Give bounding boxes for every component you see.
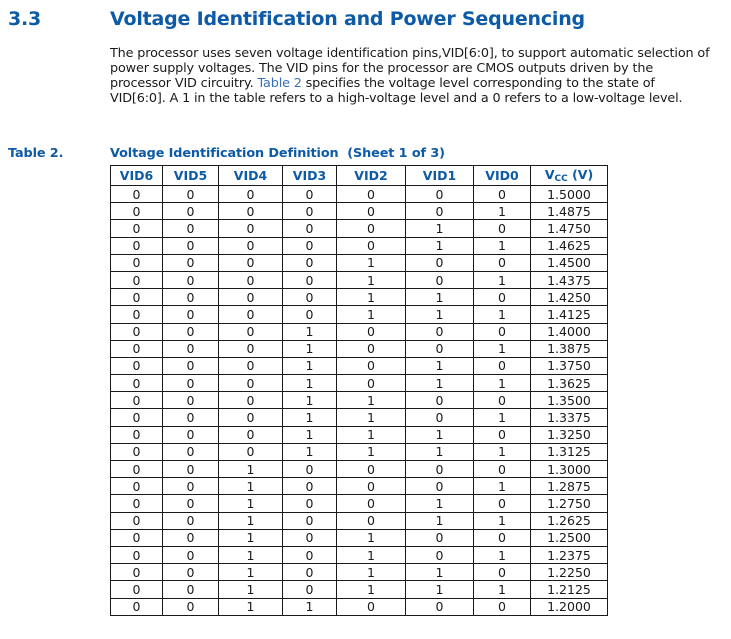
- vcc-value-cell: 1.4875: [531, 203, 608, 220]
- vid-bit-cell: 0: [111, 357, 163, 374]
- vid-bit-cell: 0: [163, 512, 219, 529]
- vid-bit-cell: 0: [283, 289, 337, 306]
- table-2-link[interactable]: Table 2: [257, 76, 302, 91]
- vid-bit-cell: 1: [337, 271, 406, 288]
- vid-bit-cell: 0: [337, 495, 406, 512]
- vcc-value-cell: 1.2000: [531, 598, 608, 615]
- vid-bit-cell: 0: [219, 203, 283, 220]
- col-header-vid4: VID4: [219, 166, 283, 186]
- table-header-row: [111, 166, 608, 186]
- vid-bit-cell: 0: [474, 323, 531, 340]
- vid-bit-cell: 0: [474, 254, 531, 271]
- vid-bit-cell: 0: [337, 237, 406, 254]
- vid-bit-cell: 0: [111, 581, 163, 598]
- vid-bit-cell: 0: [474, 289, 531, 306]
- vid-bit-cell: 0: [219, 375, 283, 392]
- vid-bit-cell: 1: [219, 461, 283, 478]
- vid-bit-cell: 0: [163, 426, 219, 443]
- table-row: [111, 581, 608, 598]
- vid-bit-cell: 0: [337, 478, 406, 495]
- vid-bit-cell: 0: [111, 409, 163, 426]
- body-paragraph: [110, 46, 714, 106]
- vid-bit-cell: 0: [111, 443, 163, 460]
- table-label: Table 2.: [8, 146, 64, 161]
- vid-bit-cell: 0: [474, 598, 531, 615]
- vid-bit-cell: 0: [111, 495, 163, 512]
- vid-bit-cell: 0: [219, 289, 283, 306]
- vid-bit-cell: 0: [337, 375, 406, 392]
- paragraph-text-after: specifies the voltage level corresponding to the state of VID[6:0]. A 1 in the table refers to a high-voltage level and a 0 refers to a low-voltage level.: [110, 76, 683, 106]
- vid-bit-cell: 1: [474, 306, 531, 323]
- vid-bit-cell: 1: [474, 203, 531, 220]
- vid-bit-cell: 0: [406, 271, 474, 288]
- vid-bit-cell: 0: [111, 220, 163, 237]
- vcc-suffix: (V): [567, 167, 594, 182]
- vid-bit-cell: 0: [111, 306, 163, 323]
- vid-bit-cell: 1: [219, 495, 283, 512]
- vcc-value-cell: 1.2375: [531, 546, 608, 563]
- vcc-value-cell: 1.3125: [531, 443, 608, 460]
- vcc-value-cell: 1.4375: [531, 271, 608, 288]
- vid-bit-cell: 0: [337, 203, 406, 220]
- table-row: [111, 443, 608, 460]
- vid-bit-cell: 0: [163, 220, 219, 237]
- vid-bit-cell: 1: [219, 512, 283, 529]
- vid-bit-cell: 0: [163, 203, 219, 220]
- col-header-vcc: [531, 166, 608, 186]
- vid-bit-cell: 0: [163, 478, 219, 495]
- vid-bit-cell: 1: [337, 409, 406, 426]
- vid-bit-cell: 0: [219, 237, 283, 254]
- table-row: [111, 426, 608, 443]
- vid-bit-cell: 0: [406, 598, 474, 615]
- vid-bit-cell: 0: [337, 461, 406, 478]
- vid-bit-cell: 0: [163, 340, 219, 357]
- table-row: [111, 203, 608, 220]
- vid-bit-cell: 0: [163, 306, 219, 323]
- vcc-value-cell: 1.2625: [531, 512, 608, 529]
- vid-bit-cell: 0: [406, 340, 474, 357]
- paragraph-text-before: The processor uses seven voltage identification pins,VID[6:0], to support automatic selection of power supply voltages. The VID pins for the processor are CMOS outputs driven by the processor VID circuitry.: [110, 46, 710, 91]
- vid-bit-cell: 0: [111, 289, 163, 306]
- vid-bit-cell: 0: [163, 443, 219, 460]
- table-caption-row: [8, 146, 721, 161]
- vid-bit-cell: 0: [163, 289, 219, 306]
- table-row: [111, 409, 608, 426]
- table-row: [111, 512, 608, 529]
- vid-bit-cell: 0: [163, 254, 219, 271]
- vcc-value-cell: 1.2250: [531, 564, 608, 581]
- vid-bit-cell: 0: [283, 254, 337, 271]
- vid-bit-cell: 1: [337, 529, 406, 546]
- vid-bit-cell: 0: [219, 271, 283, 288]
- table-caption: Voltage Identification Definition (Sheet 1 of 3): [110, 146, 445, 161]
- vcc-value-cell: 1.3000: [531, 461, 608, 478]
- vid-bit-cell: 1: [474, 271, 531, 288]
- vcc-value-cell: 1.2125: [531, 581, 608, 598]
- vid-bit-cell: 0: [283, 512, 337, 529]
- vid-bit-cell: 0: [406, 203, 474, 220]
- vid-bit-cell: 1: [474, 409, 531, 426]
- table-row: [111, 375, 608, 392]
- vid-bit-cell: 0: [337, 357, 406, 374]
- vid-bit-cell: 0: [111, 478, 163, 495]
- vid-bit-cell: 0: [474, 392, 531, 409]
- vid-bit-cell: 1: [219, 546, 283, 563]
- vid-bit-cell: 0: [111, 461, 163, 478]
- table-row: [111, 254, 608, 271]
- vcc-value-cell: 1.4750: [531, 220, 608, 237]
- vid-bit-cell: 0: [283, 237, 337, 254]
- vid-bit-cell: 1: [406, 564, 474, 581]
- vid-bit-cell: 0: [283, 271, 337, 288]
- vid-bit-cell: 0: [406, 478, 474, 495]
- vcc-value-cell: 1.3875: [531, 340, 608, 357]
- vid-bit-cell: 1: [283, 323, 337, 340]
- vid-bit-cell: 1: [219, 529, 283, 546]
- col-header-vid1: VID1: [406, 166, 474, 186]
- col-header-vid6: VID6: [111, 166, 163, 186]
- vid-bit-cell: 0: [111, 375, 163, 392]
- vid-bit-cell: 0: [283, 461, 337, 478]
- vcc-value-cell: 1.4000: [531, 323, 608, 340]
- vid-bit-cell: 1: [283, 426, 337, 443]
- table-row: [111, 271, 608, 288]
- vid-bit-cell: 1: [337, 306, 406, 323]
- vid-bit-cell: 0: [111, 254, 163, 271]
- vid-bit-cell: 0: [406, 186, 474, 203]
- vid-bit-cell: 0: [163, 375, 219, 392]
- vid-bit-cell: 0: [219, 254, 283, 271]
- vid-bit-cell: 0: [474, 564, 531, 581]
- vid-bit-cell: 1: [406, 512, 474, 529]
- vcc-value-cell: 1.4500: [531, 254, 608, 271]
- vcc-value-cell: 1.2875: [531, 478, 608, 495]
- vid-bit-cell: 0: [111, 237, 163, 254]
- vid-bit-cell: 0: [163, 461, 219, 478]
- vid-bit-cell: 1: [219, 581, 283, 598]
- vid-bit-cell: 0: [163, 546, 219, 563]
- table-row: [111, 392, 608, 409]
- vid-bit-cell: 1: [406, 237, 474, 254]
- table-row: [111, 186, 608, 203]
- vid-bit-cell: 0: [283, 478, 337, 495]
- vid-bit-cell: 1: [283, 357, 337, 374]
- vcc-value-cell: 1.4625: [531, 237, 608, 254]
- vid-bit-cell: 1: [406, 220, 474, 237]
- col-header-vid2: VID2: [337, 166, 406, 186]
- vid-bit-cell: 0: [337, 323, 406, 340]
- vid-bit-cell: 1: [406, 375, 474, 392]
- vid-bit-cell: 1: [406, 495, 474, 512]
- table-row: [111, 495, 608, 512]
- vid-bit-cell: 1: [283, 392, 337, 409]
- vid-bit-cell: 0: [474, 426, 531, 443]
- vid-bit-cell: 0: [219, 340, 283, 357]
- col-header-vid3: VID3: [283, 166, 337, 186]
- vid-bit-cell: 0: [337, 340, 406, 357]
- table-row: [111, 220, 608, 237]
- vcc-base: V: [544, 167, 555, 182]
- vid-bit-cell: 0: [111, 426, 163, 443]
- table-row: [111, 306, 608, 323]
- vid-bit-cell: 0: [111, 564, 163, 581]
- vid-bit-cell: 1: [406, 443, 474, 460]
- vid-bit-cell: 0: [283, 186, 337, 203]
- vid-bit-cell: 1: [474, 512, 531, 529]
- vid-bit-cell: 0: [111, 546, 163, 563]
- vid-bit-cell: 0: [474, 186, 531, 203]
- table-row: [111, 478, 608, 495]
- vid-bit-cell: 0: [163, 581, 219, 598]
- vid-bit-cell: 1: [337, 392, 406, 409]
- vid-bit-cell: 1: [337, 546, 406, 563]
- vid-bit-cell: 0: [474, 461, 531, 478]
- vcc-value-cell: 1.2500: [531, 529, 608, 546]
- vid-bit-cell: 0: [283, 220, 337, 237]
- vid-bit-cell: 1: [474, 375, 531, 392]
- vid-bit-cell: 0: [474, 495, 531, 512]
- vid-bit-cell: 0: [283, 529, 337, 546]
- table-row: [111, 461, 608, 478]
- vid-bit-cell: 1: [283, 375, 337, 392]
- vid-bit-cell: 0: [337, 220, 406, 237]
- vid-bit-cell: 0: [283, 581, 337, 598]
- vid-bit-cell: 0: [474, 529, 531, 546]
- vid-bit-cell: 0: [219, 409, 283, 426]
- table-row: [111, 357, 608, 374]
- vid-bit-cell: 0: [111, 271, 163, 288]
- vid-bit-cell: 0: [111, 392, 163, 409]
- vid-bit-cell: 1: [474, 340, 531, 357]
- table-row: [111, 529, 608, 546]
- vid-bit-cell: 0: [163, 409, 219, 426]
- vid-bit-cell: 0: [163, 564, 219, 581]
- vid-bit-cell: 1: [474, 237, 531, 254]
- vcc-value-cell: 1.3625: [531, 375, 608, 392]
- vid-bit-cell: 0: [219, 323, 283, 340]
- vid-bit-cell: 0: [283, 203, 337, 220]
- vid-bit-cell: 0: [111, 512, 163, 529]
- vid-bit-cell: 0: [163, 237, 219, 254]
- table-row: [111, 546, 608, 563]
- vid-bit-cell: 1: [337, 289, 406, 306]
- vid-bit-cell: 0: [163, 186, 219, 203]
- vid-bit-cell: 0: [406, 461, 474, 478]
- vid-bit-cell: 1: [283, 598, 337, 615]
- vid-bit-cell: 0: [219, 426, 283, 443]
- vid-bit-cell: 0: [111, 203, 163, 220]
- vid-bit-cell: 0: [111, 323, 163, 340]
- vid-bit-cell: 1: [474, 581, 531, 598]
- vid-bit-cell: 1: [406, 581, 474, 598]
- vid-bit-cell: 0: [474, 220, 531, 237]
- vid-bit-cell: 1: [337, 564, 406, 581]
- vid-bit-cell: 0: [111, 598, 163, 615]
- vid-table-body: [111, 186, 608, 616]
- vid-bit-cell: 0: [283, 495, 337, 512]
- vid-bit-cell: 1: [283, 409, 337, 426]
- table-row: [111, 598, 608, 615]
- vid-bit-cell: 1: [474, 546, 531, 563]
- vid-bit-cell: 0: [111, 186, 163, 203]
- table-row: [111, 564, 608, 581]
- table-row: [111, 340, 608, 357]
- vid-bit-cell: 1: [406, 306, 474, 323]
- vid-bit-cell: 1: [337, 426, 406, 443]
- vcc-value-cell: 1.3750: [531, 357, 608, 374]
- vid-bit-cell: 0: [474, 357, 531, 374]
- vid-bit-cell: 0: [163, 323, 219, 340]
- vid-bit-cell: 1: [474, 443, 531, 460]
- vid-bit-cell: 0: [163, 529, 219, 546]
- vid-bit-cell: 0: [163, 598, 219, 615]
- vid-bit-cell: 0: [219, 306, 283, 323]
- vcc-subscript: CC: [554, 174, 568, 184]
- vid-bit-cell: 0: [219, 443, 283, 460]
- vid-bit-cell: 0: [219, 186, 283, 203]
- vid-bit-cell: 1: [337, 581, 406, 598]
- vid-bit-cell: 0: [406, 392, 474, 409]
- vid-bit-cell: 0: [283, 306, 337, 323]
- vid-bit-cell: 0: [337, 598, 406, 615]
- vid-bit-cell: 1: [337, 443, 406, 460]
- vid-bit-cell: 0: [406, 254, 474, 271]
- vid-bit-cell: 0: [406, 529, 474, 546]
- vid-bit-cell: 0: [283, 564, 337, 581]
- vid-bit-cell: 1: [283, 340, 337, 357]
- vid-bit-cell: 0: [219, 220, 283, 237]
- vid-table: [110, 165, 608, 616]
- vid-bit-cell: 0: [219, 357, 283, 374]
- vid-bit-cell: 0: [163, 392, 219, 409]
- vid-bit-cell: 0: [219, 392, 283, 409]
- vid-bit-cell: 0: [406, 546, 474, 563]
- vid-bit-cell: 1: [406, 357, 474, 374]
- vid-bit-cell: 0: [163, 271, 219, 288]
- vid-bit-cell: 0: [406, 323, 474, 340]
- vid-bit-cell: 0: [163, 357, 219, 374]
- vid-bit-cell: 1: [219, 598, 283, 615]
- vid-bit-cell: 0: [163, 495, 219, 512]
- vcc-value-cell: 1.5000: [531, 186, 608, 203]
- vid-bit-cell: 1: [474, 478, 531, 495]
- vid-bit-cell: 1: [219, 564, 283, 581]
- vcc-value-cell: 1.3500: [531, 392, 608, 409]
- vid-bit-cell: 1: [219, 478, 283, 495]
- section-heading: [8, 8, 721, 30]
- vid-bit-cell: 0: [111, 529, 163, 546]
- vid-bit-cell: 1: [406, 426, 474, 443]
- col-header-vid0: VID0: [474, 166, 531, 186]
- col-header-vid5: VID5: [163, 166, 219, 186]
- table-row: [111, 289, 608, 306]
- vid-bit-cell: 1: [337, 254, 406, 271]
- vid-bit-cell: 1: [283, 443, 337, 460]
- vid-bit-cell: 0: [337, 512, 406, 529]
- vid-bit-cell: 0: [337, 186, 406, 203]
- vcc-value-cell: 1.2750: [531, 495, 608, 512]
- vid-bit-cell: 0: [111, 340, 163, 357]
- vid-bit-cell: 0: [406, 409, 474, 426]
- section-number: 3.3: [8, 8, 42, 30]
- vcc-value-cell: 1.3375: [531, 409, 608, 426]
- table-row: [111, 323, 608, 340]
- vcc-value-cell: 1.4125: [531, 306, 608, 323]
- vcc-value-cell: 1.3250: [531, 426, 608, 443]
- section-title: Voltage Identification and Power Sequencing: [110, 8, 585, 30]
- vid-bit-cell: 1: [406, 289, 474, 306]
- vid-bit-cell: 0: [283, 546, 337, 563]
- vcc-value-cell: 1.4250: [531, 289, 608, 306]
- table-row: [111, 237, 608, 254]
